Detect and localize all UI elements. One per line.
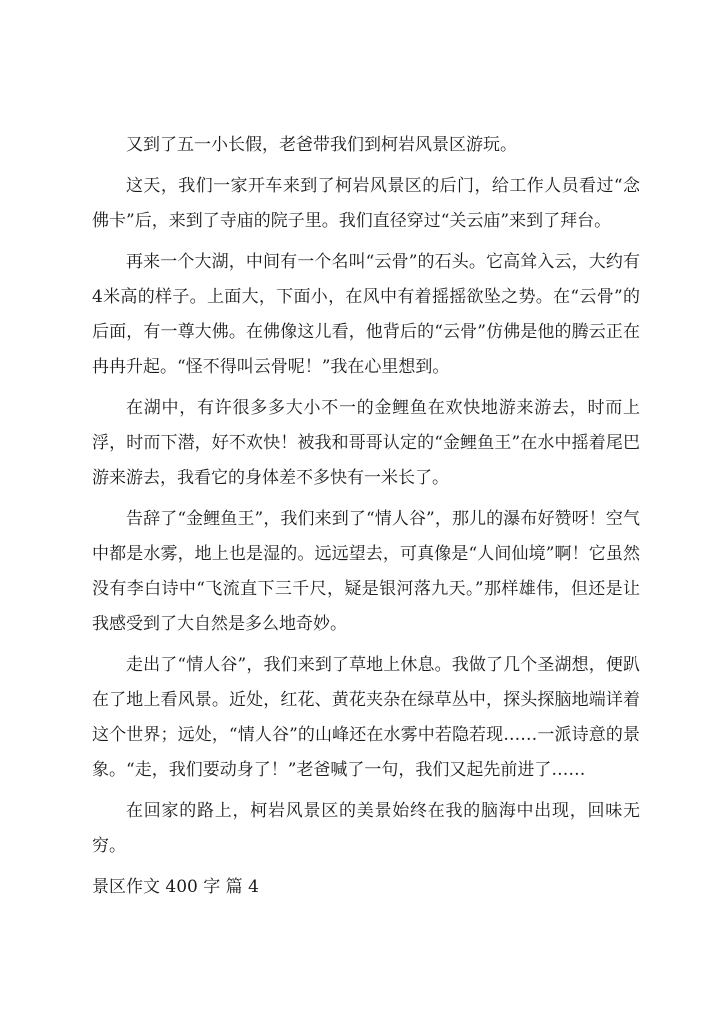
section-heading: 景区作文 400 字 篇 4 bbox=[92, 877, 259, 897]
paragraph: 再来一个大湖，中间有一个名叫“云骨”的石头。它高耸入云，大约有4米高的样子。上面大，下面小，在风中有着摇摇欲坠之势。在“云骨”的后面，有一尊大佛。在佛像这儿看，他背后的“云骨”仿佛是他的腾云正在冉冉升起。“怪不得叫云骨呢！”我在心里想到。 bbox=[92, 252, 640, 377]
paragraph: 又到了五一小长假，老爸带我们到柯岩风景区游玩。 bbox=[126, 135, 517, 155]
document-body bbox=[92, 128, 640, 905]
paragraph: 告辞了“金鲤鱼王”，我们来到了“情人谷”，那儿的瀑布好赞呀！空气中都是水雾，地上也是湿的。远远望去，可真像是“人间仙境”啊！它虽然没有李白诗中“飞流直下三千尺，疑是银河落九天。”那样雄伟，但还是让我感受到了大自然是多么地奇妙。 bbox=[92, 509, 640, 634]
paragraph: 在回家的路上，柯岩风景区的美景始终在我的脑海中出现，回味无穷。 bbox=[92, 801, 640, 856]
paragraph: 走出了“情人谷”，我们来到了草地上休息。我做了几个圣湖想，便趴在了地上看风景。近处，红花、黄花夹杂在绿草丛中，探头探脑地端详着这个世界；远处，“情人谷”的山峰还在水雾中若隐若现……一派诗意的景象。“走，我们要动身了！”老爸喊了一句，我们又起先前进了…… bbox=[92, 655, 640, 780]
paragraph: 这天，我们一家开车来到了柯岩风景区的后门，给工作人员看过“念佛卡”后，来到了寺庙的院子里。我们直径穿过“关云庙”来到了拜台。 bbox=[92, 176, 640, 231]
paragraph: 在湖中，有许很多多大小不一的金鲤鱼在欢快地游来游去，时而上浮，时而下潜，好不欢快！被我和哥哥认定的“金鲤鱼王”在水中摇着尾巴游来游去，我看它的身体差不多快有一米长了。 bbox=[92, 398, 640, 488]
